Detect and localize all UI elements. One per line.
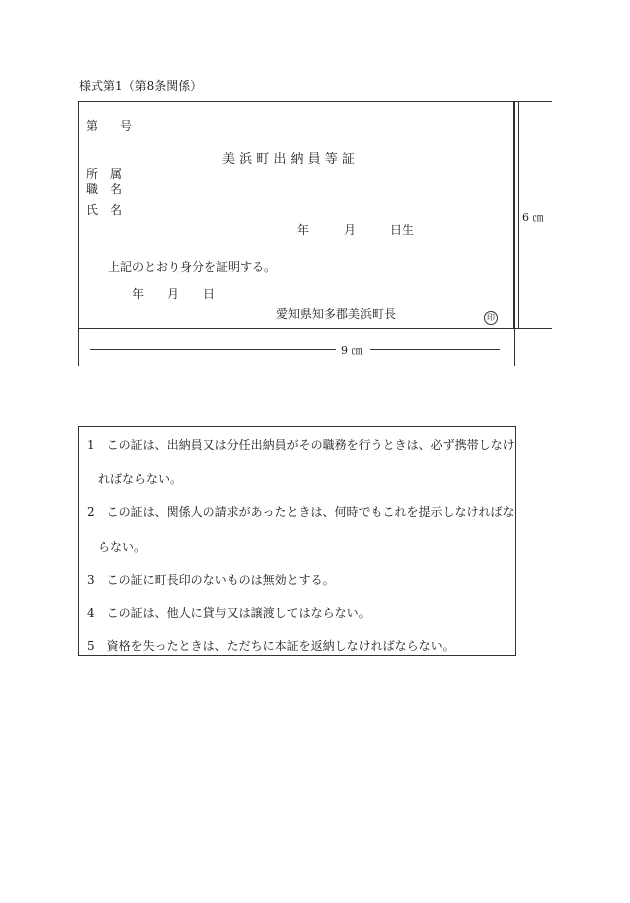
card-title: 美 浜 町 出 納 員 等 証 [222, 152, 355, 167]
note-2-line-2: らない。 [98, 540, 147, 554]
width-dimension-left-tick [78, 329, 79, 366]
width-dimension-label: 9 ㎝ [341, 344, 363, 357]
date-year: 年 [132, 287, 145, 301]
birth-month: 月 [344, 223, 357, 237]
birth-year: 年 [297, 223, 310, 237]
certify-text: 上記のとおり身分を証明する。 [108, 260, 277, 274]
birth-day: 日生 [390, 223, 415, 237]
height-dimension-label: 6 ㎝ [522, 211, 544, 224]
note-2-line-1: 2 この証は、関係人の請求があったときは、何時でもこれを提示しなければな [87, 505, 515, 519]
date-month: 月 [167, 287, 180, 301]
form-title: 様式第1（第8条関係） [79, 79, 203, 93]
issuer-name: 愛知県知多郡美浜町長 [276, 307, 397, 321]
number-suffix: 号 [120, 119, 133, 133]
seal-icon: 印 [484, 311, 498, 325]
width-dimension-line-right [370, 349, 500, 350]
affiliation-label: 所 属 [86, 167, 123, 181]
note-4: 4 この証は、他人に貸与又は譲渡してはならない。 [87, 606, 371, 620]
seal-mark [484, 305, 498, 325]
note-1-line-2: ればならない。 [98, 472, 183, 486]
name-label: 氏 名 [86, 203, 123, 217]
number-label: 第 [86, 119, 99, 133]
note-3: 3 この証に町長印のないものは無効とする。 [87, 573, 335, 587]
height-dimension-top-tick [514, 101, 552, 102]
width-dimension-line-left [90, 349, 336, 350]
note-5: 5 資格を失ったときは、ただちに本証を返納しなければならない。 [87, 639, 455, 653]
position-label: 職 名 [86, 182, 123, 196]
height-dimension-line-left [514, 101, 515, 366]
height-dimension-line-right [518, 101, 519, 329]
date-day: 日 [203, 287, 216, 301]
height-dimension-bottom-tick [514, 328, 552, 329]
note-1-line-1: 1 この証は、出納員又は分任出納員がその職務を行うときは、必ず携帯しなけ [87, 438, 515, 452]
